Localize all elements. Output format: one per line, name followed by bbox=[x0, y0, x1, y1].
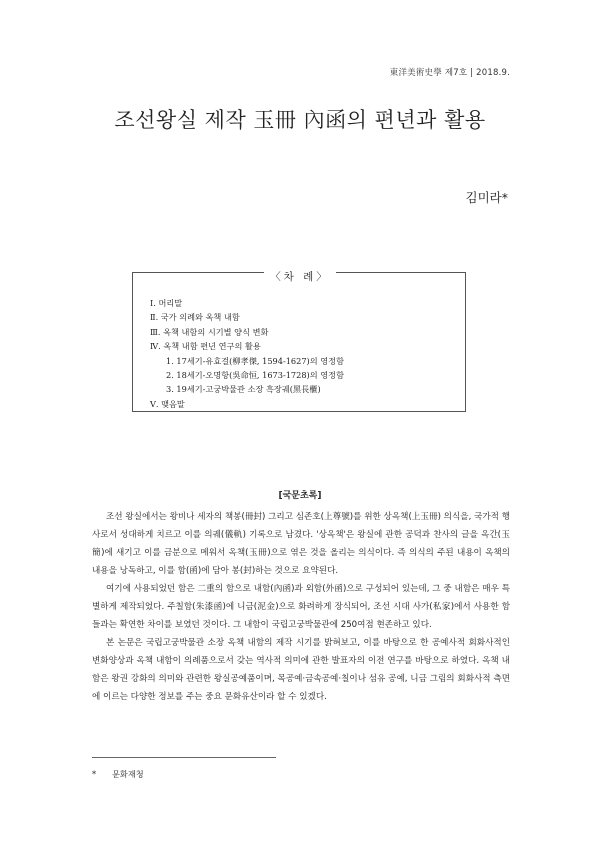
toc-item: Ⅱ. 국가 의례와 옥책 내함 bbox=[150, 312, 240, 323]
author-name: 김미라* bbox=[465, 190, 508, 205]
toc-list bbox=[150, 296, 344, 411]
footnote-text: 문화재청 bbox=[112, 769, 144, 779]
journal-header: 東洋美術史學 제7호 | 2018.9. bbox=[389, 68, 510, 78]
toc-subitem: 2. 18세기-오명항(吳命恒, 1673-1728)의 영정함 bbox=[166, 370, 344, 381]
abstract-heading: [국문초록] bbox=[278, 491, 322, 501]
abstract-paragraph: 본 논문은 국립고궁박물관 소장 옥책 내함의 제작 시기를 밝혀보고, 이를 바탕으로 한 공예사적 회화사적인 변화양상과 옥책 내함이 의례품으로서 갖는 역사적 의미에 관한 발표자의 이전 연구를 바탕으로 하였다. 옥책 내함은 왕권 강화의 의미와 관련한 왕실공예품이며, 목공예·금속공예·칠이나 섬유 공예, 니금 그림의 회화사적 측면에 이르는 다양한 정보를 주는 중요 문화유산이라 할 수 있겠다. bbox=[92, 638, 510, 702]
abstract-body bbox=[92, 508, 510, 706]
toc-item: Ⅳ. 옥책 내함 편년 연구의 활용 bbox=[150, 341, 261, 352]
abstract-paragraph: 여기에 사용되었던 함은 二重의 함으로 내함(內函)과 외함(外函)으로 구성되어 있는데, 그 중 내함은 매우 특별하게 제작되었다. 주칠함(朱漆函)에 니금(泥金)으로 화려하게 장식되어, 조선 시대 사가(私家)에서 사용한 함들과는 확연한 차이를 보였던 것이다. 그 내함이 국립고궁박물관에 250여점 현존하고 있다. bbox=[92, 584, 510, 630]
toc-heading: 〈차 례〉 bbox=[264, 271, 336, 283]
toc-subitem: 1. 17세기-유효걸(柳孝傑, 1594-1627)의 영정함 bbox=[166, 355, 344, 366]
paper-title: 조선왕실 제작 玉冊 內函의 편년과 활용 bbox=[114, 108, 486, 132]
toc-heading-wrap bbox=[0, 265, 600, 284]
footnote-divider bbox=[92, 757, 276, 758]
footnote-mark: * bbox=[92, 769, 97, 779]
toc-item: Ⅰ. 머리말 bbox=[150, 298, 183, 308]
toc-subitem: 3. 19세기-고궁박물관 소장 흑장궤(黑長櫃) bbox=[166, 384, 321, 395]
abstract-paragraph: 조선 왕실에서는 왕비나 세자의 책봉(冊封) 그리고 심존호(上尊號)를 위한 상옥책(上玉冊) 의식을, 국가적 행사로서 성대하게 치르고 이를 의궤(儀軌) 기록으로 남겼다. '상옥책'은 왕실에 관한 공덕과 찬사의 글을 옥간(玉簡)에 새기고 이를 금분으로 메워서 옥책(玉冊)으로 엮은 것을 올리는 의식이다. 즉 의식의 주된 내용이 옥책의 내용을 낭독하고, 이를 함(函)에 담아 봉(封)하는 것으로 요약된다. bbox=[92, 512, 510, 576]
toc-item: Ⅲ. 옥책 내함의 시기별 양식 변화 bbox=[150, 326, 269, 337]
footnote bbox=[92, 769, 144, 780]
toc-item: Ⅴ. 맺음말 bbox=[150, 398, 185, 409]
